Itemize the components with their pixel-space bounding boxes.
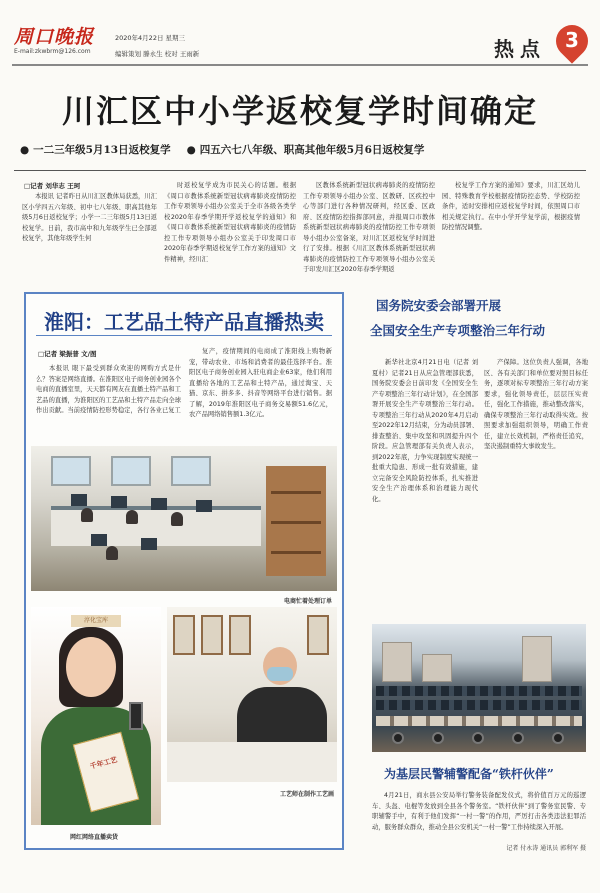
contact-email: E-mail:zkwbrm@126.com (14, 48, 91, 55)
right-story-column-1: 新华社北京4月21日电（记者 刘夏村）记者21日从应急管理部获悉，国务院安委会日前印发《全国安全生产专项整治三年行动计划》，在全国部署开展安全生产专项整治三年行动。专项整治三年行动从2020年4月启动至2022年12月结束，分为动员部署、排查整治、集中攻坚和巩固提升四个阶段。应急管理部有关负责人表示，到2022年底，力争实现制度实现统一批重大隐患、形成一批有效措施，建立完备安全风险防控体系，扎实推进安全生产治理体系和治理能力现代化。 (372, 359, 478, 503)
lead-column-2: 时返校复学成为市民关心的话题。根据《周口市教体系统新型冠状病毒肺炎疫情防控工作专项领导小组办公室关于全市各级各类学校2020年春季学期开学返校复学的通知》和《周口市教体系统新型冠状病毒肺炎的疫情防控工作专项领导小组办公室关于印发周口市2020年春季学期返校复学工作方案的通知》文件精神，经川汇 (164, 182, 296, 263)
photo-caption: 电商忙着处理订单 (283, 598, 332, 605)
photo-story-byline: 记者 付永涛 通讯员 郭利军 摄 (506, 845, 586, 852)
livestream-seller-photo: 淳化宝库 千年工艺 (31, 607, 161, 825)
photo-story-text: 4月21日，商水县公安局举行警务装备配发仪式，将价值百万元的巡逻车、头盔、电棍等发放到全县各个警务室。“铁杆伙伴”到了警务室民警、专职辅警手中，有利于他们发挥“一村一警”的作用，严厉打击各类违法犯罪活动，服务群众群众，推动全县公安机关“一村一警”工作持续深入开展。 (372, 792, 586, 831)
ecommerce-office-photo (31, 446, 337, 591)
editor-credits: 编辑策划 滕永生 校对 王雨新 (115, 50, 200, 58)
lead-column-1: 本报讯 记者昨日从川汇区教体局获悉，川汇区小学四五六年级、初中七八年级、职高其他年级5月6日返校复学；小学一二三年级5月13日返校复学。日前，我市高中和九年级学生已全部返校复学，其他年级学生何 (22, 193, 157, 242)
divider (36, 335, 332, 336)
page-number: 3 (565, 28, 579, 52)
photo-caption: 网红网络直播卖货 (70, 834, 119, 841)
lead-subheads (20, 142, 590, 157)
subhead-1: ● 一二三年级5月13日返校复学 (20, 142, 171, 157)
lead-column-4: 校复学工作方案的通知》要求，川汇区幼儿园、特殊教育学校根据疫情防控态势、学校防控条件，适时安排相应返校复学时间，依照周口市相关规定执行。在中小学开学复学前，根据疫情防控情况调整。 (442, 182, 580, 231)
photo-story-title: 为基层民警辅警配备“铁杆伙伴” (384, 767, 554, 781)
lead-headline: 川汇区中小学返校复学时间确定 (61, 92, 538, 130)
phone-icon (129, 702, 143, 730)
issue-date: 2020年4月22日 星期三 (115, 34, 186, 42)
feature-title: 淮阳：工艺品土特产品直播热卖 (44, 310, 324, 334)
subhead-2: ● 四五六七八年级、职高其他年级5月6日返校复学 (187, 142, 425, 157)
newspaper-logo: 周口晚报 (14, 26, 95, 48)
right-story-title-line2: 全国安全生产专项整治三年行动 (370, 323, 546, 338)
right-story-title-line1: 国务院安委会部署开展 (376, 298, 502, 313)
lead-column-3: 区教体系统新型冠状病毒肺炎的疫情防控工作专项领导小组办公室、区教研、区疾控中心等部门进行各种情况研判，经区委、区政府、区疫情防控指挥部同意，并报周口市教体系统新型冠状病毒肺炎的疫情防控工作专项领导小组办公室备案，对川汇区返校复学时间进行了安排。根据《川汇区教体系统新型冠状病毒肺炎的疫情防控工作专项领导小组办公室关于印发川汇区2020年春季学期返 (303, 182, 435, 273)
photo-caption: 工艺师在制作工艺画 (279, 791, 334, 798)
feature-column-1: 本报讯 眼下最受到群众欢迎的网购方式是什么？答案是网络直播。在淮阳区电子商务创业园各个电商的直播室里，天天都有网友在直播土特产品和工艺品的直播，为淮阳区的工艺品和土特产品走向全球作出贡献。当前疫情防控形势稳定，各行各业已复工 (36, 365, 181, 414)
lead-byline: □记者 刘华志 王珂 (24, 182, 81, 190)
feature-byline: □记者 梁振普 文/图 (38, 350, 97, 358)
police-vehicles-photo (372, 624, 586, 752)
masthead (0, 0, 600, 72)
divider (14, 170, 586, 171)
feature-box (24, 292, 344, 850)
divider (12, 64, 588, 66)
right-story-column-2: 产保障。这位负责人强调，各地区、各有关部门和单位要对照目标任务，逐项对标专项整治三年行动方案要求，强化领导责任，层层压实责任，强化工作措施，推动整改落实，确保专项整治三年行动取得实效。按照要求加强组织领导，明确工作责任，建立长效机制，严格责任追究，坚决遏制重特大事故发生。 (484, 359, 588, 450)
section-title: 热点 (494, 37, 546, 61)
feature-column-2: 复产，疫情期间的电商成了淮阳线上购物新宠，带动农业、市场和消费者的最佳选择平台。淮阳区电子商务创业园入驻电商企业63家，他们利用直播给各地的工艺品和土特产品，通过淘宝、天猫、京东、拼多多、抖音等网络平台进行销售。据了解，2019年淮阳区电子商务交易额51.6亿元，农产品网络销售额1.3亿元。 (189, 348, 332, 418)
craftsman-photo (167, 607, 337, 782)
